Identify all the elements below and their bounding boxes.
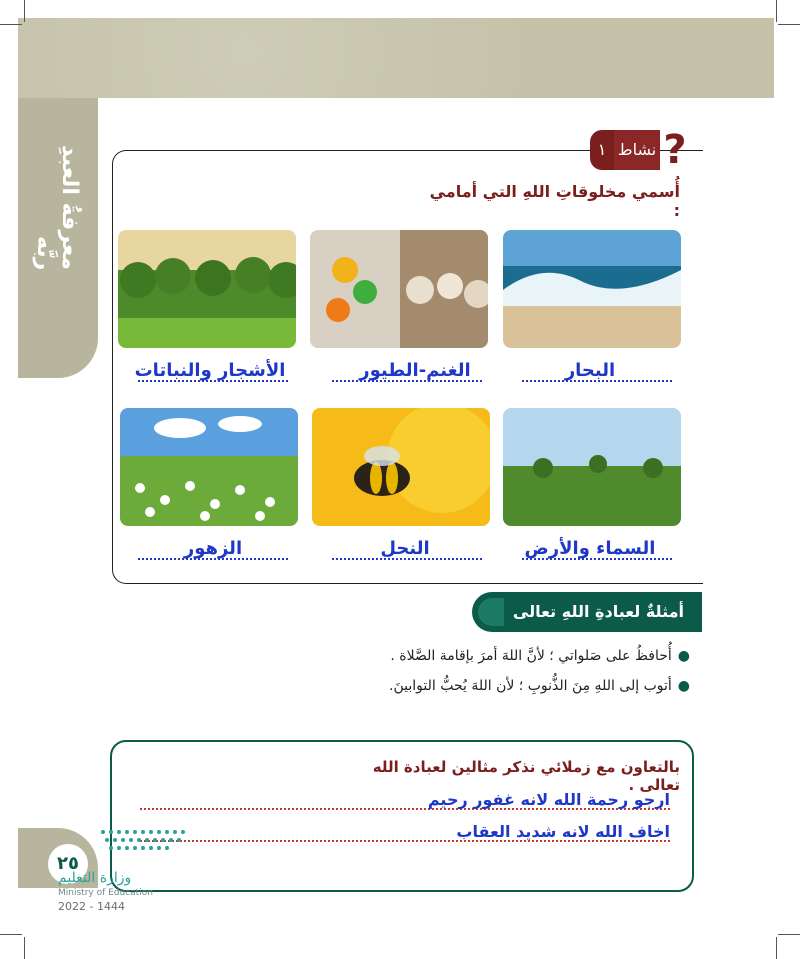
ministry-name-english: Ministry of Education [58,888,153,898]
flowers-image [120,408,298,526]
ministry-name-arabic: وزارة التعليم [58,870,132,886]
crop-mark [778,24,800,25]
list-item [300,648,690,664]
sea-image [503,230,681,348]
edition-year: 2022 - 1444 [58,900,125,913]
page-header-band [18,18,774,98]
answer-line[interactable] [140,790,670,816]
collaboration-prompt: بالتعاون مع زملائي نذكر مثالين لعبادة الله تعالى . [372,758,680,794]
sky-earth-image [503,408,681,526]
crop-mark [24,0,25,22]
activity-number: ١ [597,140,607,159]
trees-image [118,230,296,348]
answer-text: اخاف الله لانه شديد العقاب [456,822,670,841]
sky-earth-label: السماء والأرض [524,538,656,559]
question-mark-icon: ? [663,127,687,173]
crop-mark [778,934,800,935]
answer-line[interactable] [140,822,670,848]
bullet-text: أتوب إلى اللهِ مِنَ الذُّنوبِ ؛ لأن اللهَ يُحبُّ التوابينَ. [389,678,672,694]
bees-label: النحل [380,538,430,559]
bee-image [312,408,490,526]
crop-mark [24,937,25,959]
crop-mark [776,0,777,22]
section-title: أمثلةٌ لعبادةِ اللهِ تعالى [472,592,702,632]
flowers-label: الزهور [183,538,243,559]
chapter-title: معرفةُ العبدِ ربَّه [32,144,82,270]
bullet-text: أُحافظُ على صَلواتي ؛ لأنَّ اللهَ أمرَ بإقامة الصَّلاة . [390,648,672,664]
activity-label: نشاط [614,130,660,170]
bullet-icon: ● [677,648,690,664]
activity-instruction: أُسمي مخلوقاتِ اللهِ التي أمامي : [429,182,680,220]
sheep-birds-image [310,230,488,348]
sea-label: البحار [564,360,616,381]
crop-mark [0,934,22,935]
ministry-logo-icon [98,826,188,856]
list-item [300,678,690,694]
answer-text: ارجو رحمة الله لانه غفور رحيم [427,790,670,809]
trees-plants-label: الأشجار والنباتات [134,360,286,381]
crop-mark [776,937,777,959]
worship-examples-list [300,648,690,708]
page-number: ٢٥ [48,844,88,884]
bullet-icon: ● [677,678,690,694]
crop-mark [0,24,22,25]
sheep-birds-label: الغنم-الطيور [359,360,471,381]
activity-badge [590,127,690,173]
